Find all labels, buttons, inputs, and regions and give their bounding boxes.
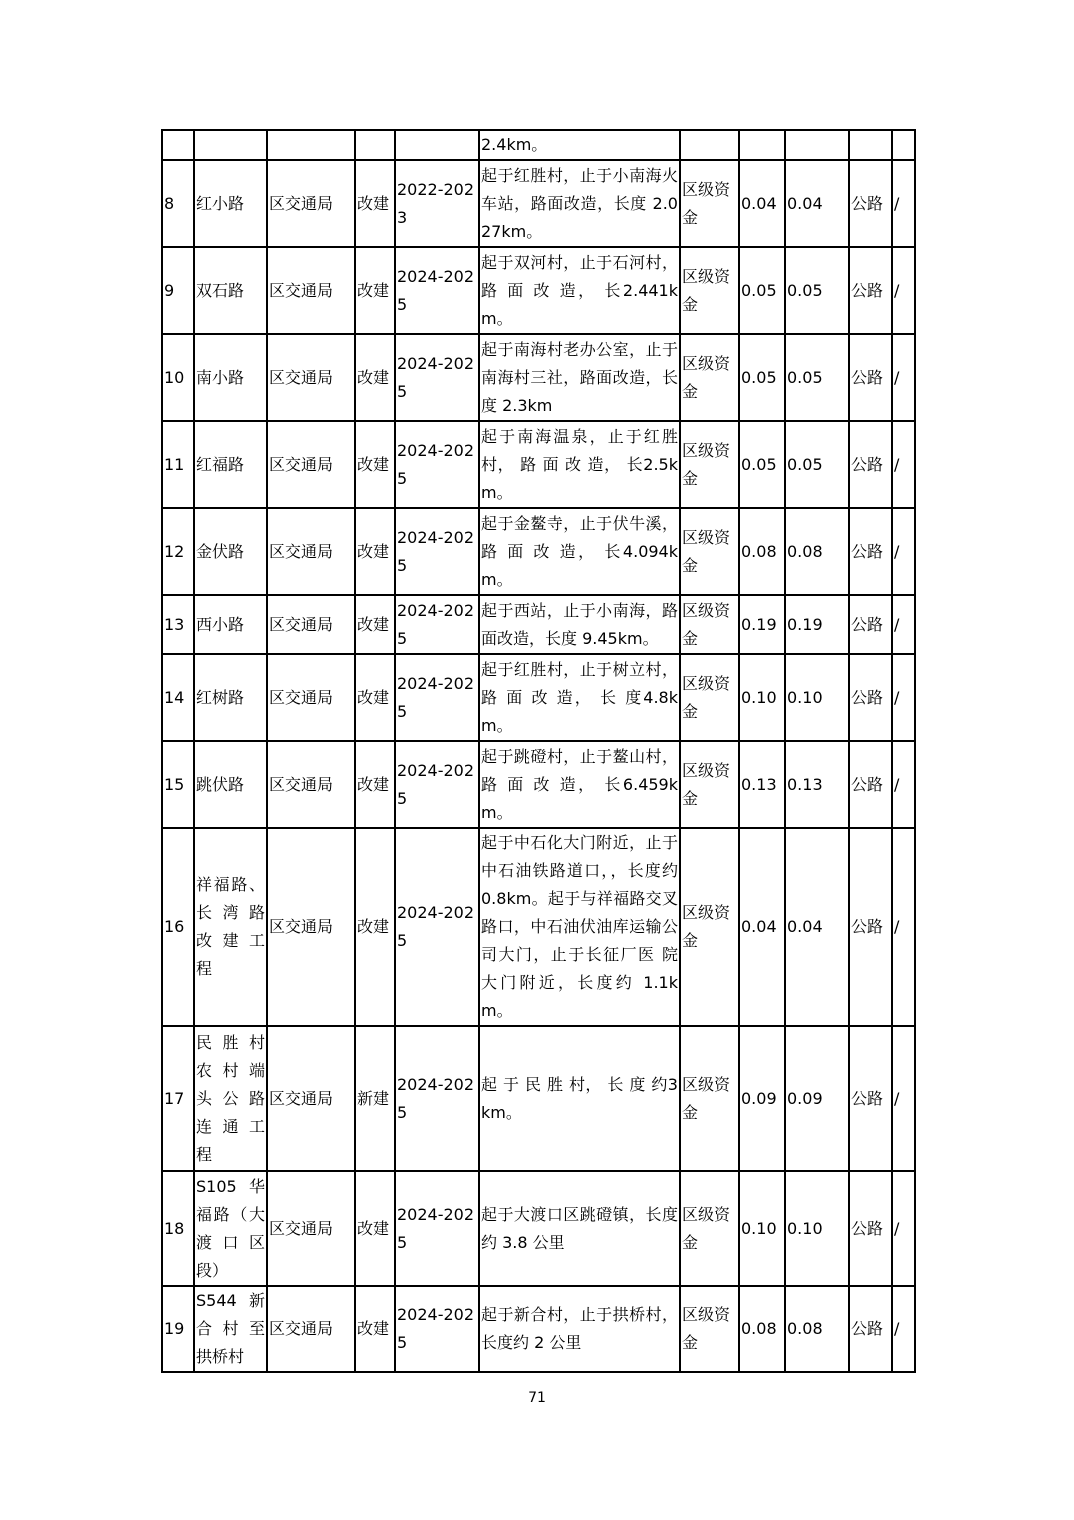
road-name-cell: S105 华福路（大渡 口 区段）	[194, 1171, 267, 1286]
table-row	[162, 421, 915, 508]
department-cell: 区交通局	[267, 421, 355, 508]
table-row	[162, 334, 915, 421]
investment-plan-cell: 0.19	[785, 595, 849, 654]
investment-total-cell	[739, 130, 785, 160]
period-cell: 2024-2025	[395, 247, 479, 334]
row-number-cell: 17	[162, 1026, 194, 1171]
period-cell: 2024-2025	[395, 334, 479, 421]
project-description-cell: 2.4km。	[479, 130, 680, 160]
department-cell: 区交通局	[267, 654, 355, 741]
table-row	[162, 247, 915, 334]
construction-type-cell: 改建	[355, 1171, 395, 1286]
investment-total-cell: 0.10	[739, 654, 785, 741]
fund-source-cell: 区级资金	[680, 334, 739, 421]
period-cell: 2024-2025	[395, 828, 479, 1026]
period-cell: 2024-2025	[395, 741, 479, 828]
road-name-cell: 双石路	[194, 247, 267, 334]
category-cell: 公路	[849, 654, 892, 741]
project-description-cell: 起于金鳌寺，止于伏牛溪， 路 面 改 造， 长4.094km。	[479, 508, 680, 595]
fund-source-cell: 区级资金	[680, 654, 739, 741]
category-cell: 公路	[849, 828, 892, 1026]
investment-plan-cell: 0.09	[785, 1026, 849, 1171]
remark-cell: /	[892, 508, 915, 595]
project-description-cell: 起于中石化大门附近，止于中石油铁路道口，，长度约 0.8km。起于与祥福路交叉路口，中石油伏油库运输公司大门，止于长征厂医 院大门附近，长度约 1.1km。	[479, 828, 680, 1026]
remark-cell: /	[892, 160, 915, 247]
construction-type-cell: 改建	[355, 508, 395, 595]
investment-plan-cell: 0.08	[785, 508, 849, 595]
table-row	[162, 595, 915, 654]
department-cell: 区交通局	[267, 508, 355, 595]
department-cell: 区交通局	[267, 160, 355, 247]
construction-type-cell: 改建	[355, 654, 395, 741]
table-row	[162, 741, 915, 828]
fund-source-cell: 区级资金	[680, 1286, 739, 1372]
row-number-cell: 16	[162, 828, 194, 1026]
category-cell: 公路	[849, 247, 892, 334]
table-row	[162, 654, 915, 741]
investment-plan-cell: 0.05	[785, 247, 849, 334]
investment-total-cell: 0.10	[739, 1171, 785, 1286]
investment-total-cell: 0.04	[739, 828, 785, 1026]
investment-total-cell: 0.05	[739, 421, 785, 508]
project-description-cell: 起 于 民 胜 村， 长 度 约3km。	[479, 1026, 680, 1171]
fund-source-cell: 区级资金	[680, 595, 739, 654]
department-cell: 区交通局	[267, 1026, 355, 1171]
remark-cell: /	[892, 247, 915, 334]
period-cell: 2024-2025	[395, 1171, 479, 1286]
remark-cell: /	[892, 828, 915, 1026]
row-number-cell: 9	[162, 247, 194, 334]
project-description-cell: 起于双河村，止于石河村， 路 面 改 造， 长2.441km。	[479, 247, 680, 334]
department-cell: 区交通局	[267, 828, 355, 1026]
department-cell: 区交通局	[267, 247, 355, 334]
table-row	[162, 508, 915, 595]
period-cell: 2022-2023	[395, 160, 479, 247]
road-name-cell: 西小路	[194, 595, 267, 654]
road-name-cell: 红小路	[194, 160, 267, 247]
road-name-cell: 民 胜 村农 村 端头 公 路连 通 工程	[194, 1026, 267, 1171]
department-cell: 区交通局	[267, 741, 355, 828]
investment-total-cell: 0.05	[739, 247, 785, 334]
remark-cell: /	[892, 334, 915, 421]
remark-cell: /	[892, 654, 915, 741]
project-description-cell: 起于南海温泉，止于红胜村， 路 面 改 造， 长2.5km。	[479, 421, 680, 508]
construction-type-cell: 改建	[355, 421, 395, 508]
fund-source-cell: 区级资金	[680, 828, 739, 1026]
project-description-cell: 起于跳磴村，止于鳌山村， 路 面 改 造， 长6.459km。	[479, 741, 680, 828]
department-cell: 区交通局	[267, 595, 355, 654]
department-cell: 区交通局	[267, 1171, 355, 1286]
project-description-cell: 起于大渡口区跳磴镇，长度约 3.8 公里	[479, 1171, 680, 1286]
fund-source-cell: 区级资金	[680, 1171, 739, 1286]
period-cell: 2024-2025	[395, 654, 479, 741]
fund-source-cell	[680, 130, 739, 160]
construction-type-cell: 改建	[355, 595, 395, 654]
table-row	[162, 160, 915, 247]
category-cell: 公路	[849, 741, 892, 828]
road-name-cell: 跳伏路	[194, 741, 267, 828]
remark-cell: /	[892, 595, 915, 654]
table-row	[162, 828, 915, 1026]
fund-source-cell: 区级资金	[680, 1026, 739, 1171]
construction-type-cell: 改建	[355, 334, 395, 421]
road-name-cell: 金伏路	[194, 508, 267, 595]
investment-total-cell: 0.04	[739, 160, 785, 247]
period-cell	[395, 130, 479, 160]
investment-total-cell: 0.13	[739, 741, 785, 828]
table-row	[162, 1171, 915, 1286]
category-cell: 公路	[849, 160, 892, 247]
department-cell	[267, 130, 355, 160]
row-number-cell: 8	[162, 160, 194, 247]
remark-cell: /	[892, 1026, 915, 1171]
project-description-cell: 起于红胜村，止于小南海火车站，路面改造，长度 2.027km。	[479, 160, 680, 247]
remark-cell: /	[892, 741, 915, 828]
construction-type-cell: 改建	[355, 160, 395, 247]
construction-type-cell: 改建	[355, 828, 395, 1026]
investment-plan-cell	[785, 130, 849, 160]
period-cell: 2024-2025	[395, 421, 479, 508]
row-number-cell: 10	[162, 334, 194, 421]
department-cell: 区交通局	[267, 1286, 355, 1372]
department-cell: 区交通局	[267, 334, 355, 421]
row-number-cell: 18	[162, 1171, 194, 1286]
category-cell: 公路	[849, 595, 892, 654]
category-cell	[849, 130, 892, 160]
investment-plan-cell: 0.10	[785, 1171, 849, 1286]
project-description-cell: 起于南海村老办公室，止于南海村三社，路面改造，长度 2.3km	[479, 334, 680, 421]
fund-source-cell: 区级资金	[680, 741, 739, 828]
project-description-cell: 起于新合村，止于拱桥村，长度约 2 公里	[479, 1286, 680, 1372]
project-table	[161, 129, 916, 1373]
period-cell: 2024-2025	[395, 508, 479, 595]
fund-source-cell: 区级资金	[680, 421, 739, 508]
construction-type-cell	[355, 130, 395, 160]
remark-cell: /	[892, 1286, 915, 1372]
investment-plan-cell: 0.05	[785, 334, 849, 421]
period-cell: 2024-2025	[395, 595, 479, 654]
fund-source-cell: 区级资金	[680, 508, 739, 595]
remark-cell: /	[892, 421, 915, 508]
road-name-cell: 祥福路、长 湾 路改 建 工程	[194, 828, 267, 1026]
investment-plan-cell: 0.10	[785, 654, 849, 741]
row-number-cell: 19	[162, 1286, 194, 1372]
fund-source-cell: 区级资金	[680, 247, 739, 334]
category-cell: 公路	[849, 1286, 892, 1372]
row-number-cell: 15	[162, 741, 194, 828]
fund-source-cell: 区级资金	[680, 160, 739, 247]
investment-plan-cell: 0.05	[785, 421, 849, 508]
investment-plan-cell: 0.04	[785, 828, 849, 1026]
investment-plan-cell: 0.13	[785, 741, 849, 828]
construction-type-cell: 改建	[355, 741, 395, 828]
investment-plan-cell: 0.04	[785, 160, 849, 247]
investment-total-cell: 0.19	[739, 595, 785, 654]
category-cell: 公路	[849, 1026, 892, 1171]
construction-type-cell: 新建	[355, 1026, 395, 1171]
table-row	[162, 1286, 915, 1372]
page-number: 71	[528, 1390, 546, 1406]
row-number-cell: 13	[162, 595, 194, 654]
construction-type-cell: 改建	[355, 1286, 395, 1372]
category-cell: 公路	[849, 508, 892, 595]
investment-total-cell: 0.08	[739, 1286, 785, 1372]
category-cell: 公路	[849, 421, 892, 508]
table-row	[162, 130, 915, 160]
investment-total-cell: 0.08	[739, 508, 785, 595]
row-number-cell	[162, 130, 194, 160]
table-row	[162, 1026, 915, 1171]
road-name-cell: 南小路	[194, 334, 267, 421]
road-name-cell: 红福路	[194, 421, 267, 508]
investment-total-cell: 0.09	[739, 1026, 785, 1171]
investment-total-cell: 0.05	[739, 334, 785, 421]
row-number-cell: 11	[162, 421, 194, 508]
project-description-cell: 起于红胜村，止于树立村， 路 面 改 造， 长 度4.8km。	[479, 654, 680, 741]
period-cell: 2024-2025	[395, 1026, 479, 1171]
category-cell: 公路	[849, 1171, 892, 1286]
road-name-cell	[194, 130, 267, 160]
period-cell: 2024-2025	[395, 1286, 479, 1372]
row-number-cell: 12	[162, 508, 194, 595]
category-cell: 公路	[849, 334, 892, 421]
construction-type-cell: 改建	[355, 247, 395, 334]
remark-cell	[892, 130, 915, 160]
row-number-cell: 14	[162, 654, 194, 741]
remark-cell: /	[892, 1171, 915, 1286]
road-name-cell: 红树路	[194, 654, 267, 741]
project-description-cell: 起于西站，止于小南海，路面改造，长度 9.45km。	[479, 595, 680, 654]
investment-plan-cell: 0.08	[785, 1286, 849, 1372]
road-name-cell: S544 新合 村 至拱桥村	[194, 1286, 267, 1372]
